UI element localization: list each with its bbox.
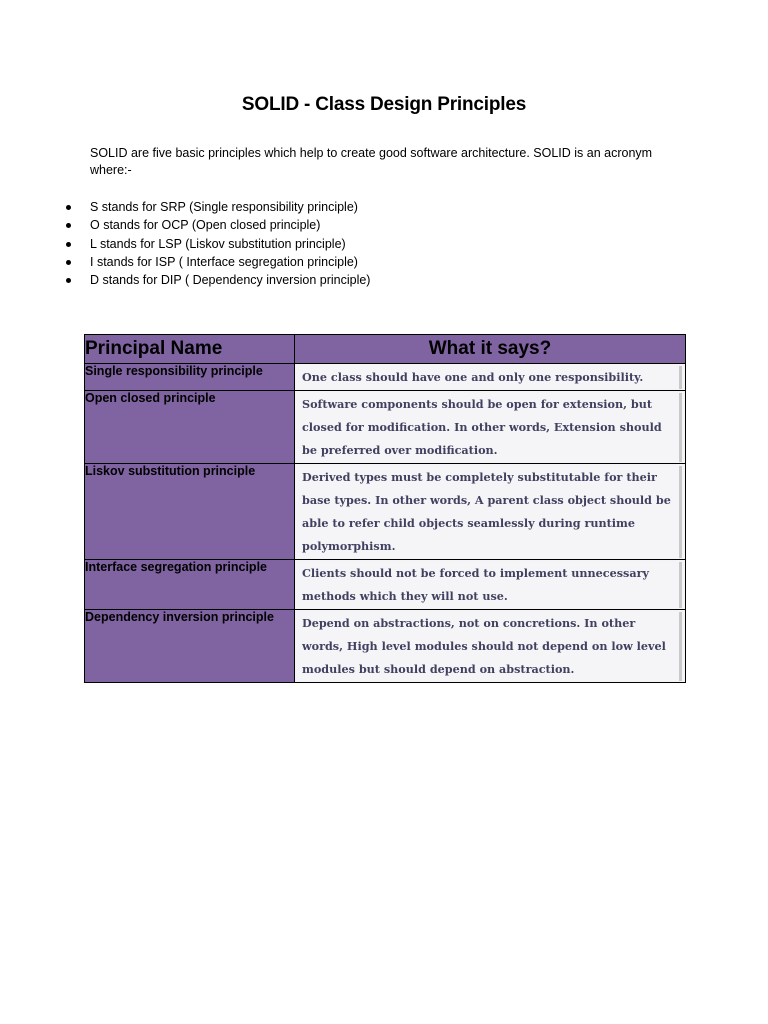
principle-description-cell [295, 364, 686, 391]
list-item-text: L stands for LSP (Liskov substitution principle) [90, 236, 346, 251]
table-row [85, 391, 686, 464]
table-row [85, 364, 686, 391]
principle-name-cell: Open closed principle [85, 391, 295, 464]
principle-description-cell [295, 464, 686, 560]
list-item-text: O stands for OCP (Open closed principle) [90, 218, 321, 233]
list-item [0, 271, 370, 289]
principle-description-cell [295, 391, 686, 464]
bullet-icon [66, 223, 71, 228]
list-item [0, 253, 370, 271]
principles-table [84, 334, 686, 683]
principle-name-cell: Liskov substitution principle [85, 464, 295, 560]
table-row [85, 610, 686, 683]
principle-description-text: One class should have one and only one responsibility. [296, 366, 682, 389]
table-header-row [85, 335, 686, 364]
principle-description-text: Software components should be open for extension, but closed for modification. In other words, Extension should be preferred over modification. [296, 393, 682, 462]
table-row [85, 560, 686, 610]
principle-description-text: Clients should not be forced to implement unnecessary methods which they will not use. [296, 562, 682, 608]
list-item-text: D stands for DIP ( Dependency inversion principle) [90, 273, 371, 288]
intro-paragraph: SOLID are five basic principles which help to create good software architecture. SOLID is an acronym where:- [90, 146, 653, 177]
bullet-icon [66, 278, 71, 283]
principle-name-cell: Single responsibility principle [85, 364, 295, 391]
list-item [0, 235, 370, 253]
acronym-list [0, 198, 370, 289]
principle-description-cell [295, 560, 686, 610]
column-header-what-it-says: What it says? [295, 335, 686, 364]
principle-description-cell [295, 610, 686, 683]
list-item-text: S stands for SRP (Single responsibility principle) [90, 200, 358, 214]
principle-name-cell: Interface segregation principle [85, 560, 295, 610]
list-item [0, 216, 370, 234]
bullet-icon [66, 242, 71, 247]
bullet-icon [66, 205, 71, 210]
list-item [0, 198, 370, 216]
bullet-icon [66, 260, 71, 265]
page-title: SOLID - Class Design Principles [241, 94, 527, 115]
principle-name-cell: Dependency inversion principle [85, 610, 295, 683]
principle-description-text: Derived types must be completely substitutable for their base types. In other words, A parent class object should be able to refer child objects seamlessly during runtime polymorphism. [296, 466, 682, 558]
list-item-text: I stands for ISP ( Interface segregation principle) [90, 254, 358, 269]
table-row [85, 464, 686, 560]
principle-description-text: Depend on abstractions, not on concretions. In other words, High level modules should not depend on low level modules but should depend on abstraction. [296, 612, 682, 681]
column-header-principal-name: Principal Name [85, 335, 295, 364]
